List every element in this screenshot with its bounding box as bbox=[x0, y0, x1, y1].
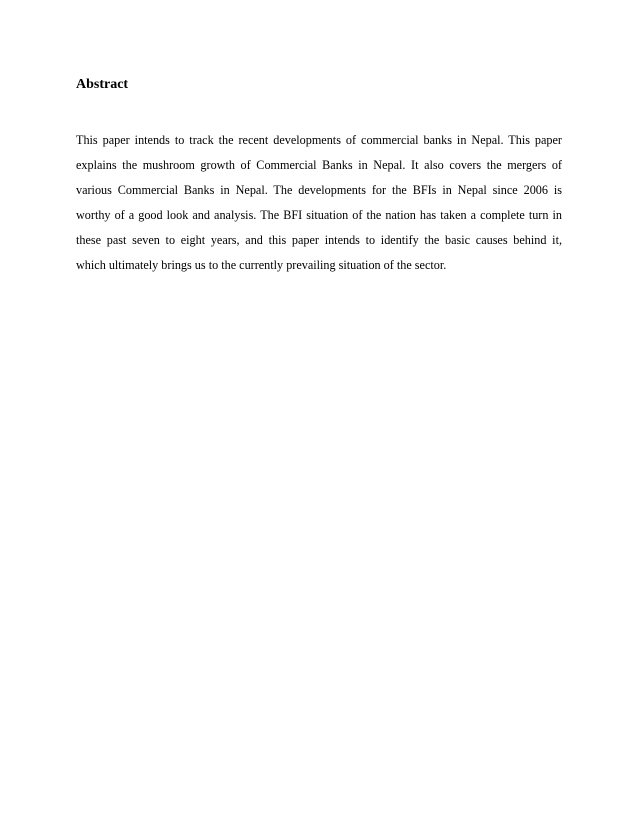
paragraph-line: worthy of a good look and analysis. The BFI situation of the nation has taken a complete turn in bbox=[76, 208, 562, 222]
abstract-heading: Abstract bbox=[76, 77, 129, 92]
paragraph-line: various Commercial Banks in Nepal. The developments for the BFIs in Nepal since 2006 is bbox=[76, 183, 562, 197]
paragraph-line: which ultimately brings us to the currently prevailing situation of the sector. bbox=[76, 258, 447, 272]
paragraph-line: This paper intends to track the recent developments of commercial banks in Nepal. This paper bbox=[76, 133, 562, 147]
paragraph-line: these past seven to eight years, and this paper intends to identify the basic causes behind it, bbox=[76, 233, 562, 247]
abstract-paragraph bbox=[76, 128, 562, 278]
paragraph-line: explains the mushroom growth of Commercial Banks in Nepal. It also covers the mergers of bbox=[76, 158, 562, 172]
